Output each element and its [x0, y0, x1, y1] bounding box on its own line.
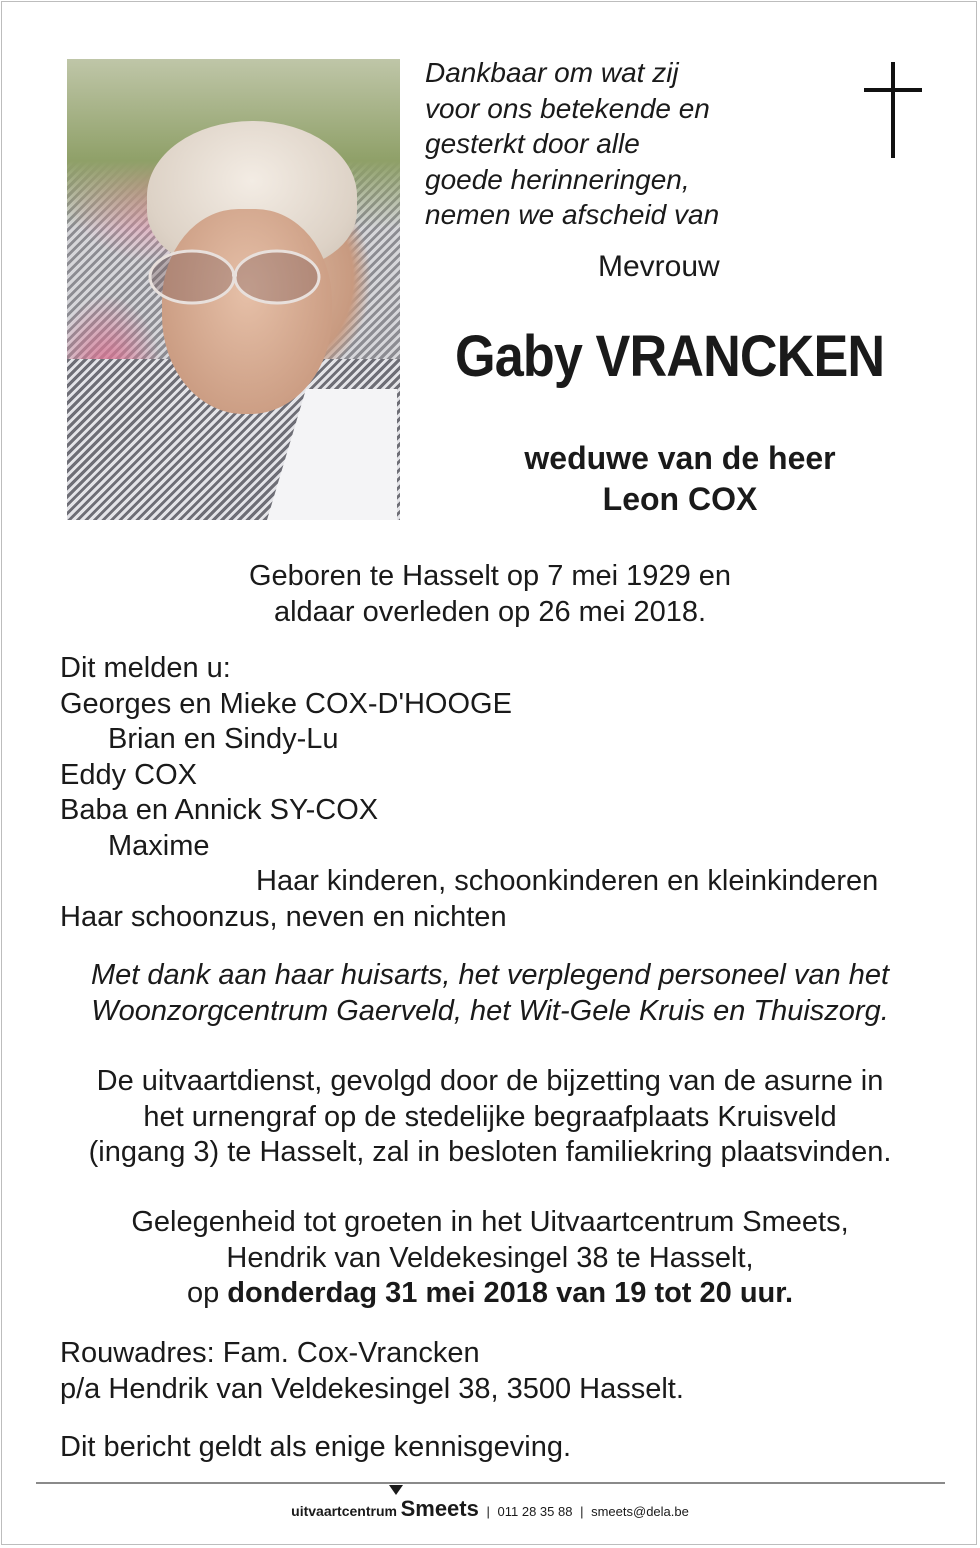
- family-member: Maxime: [108, 829, 210, 862]
- portrait-photo: [67, 59, 400, 520]
- family-member: Baba en Annick SY-COX: [60, 794, 379, 826]
- visitation-time-bold: donderdag 31 mei 2018 van 19 tot 20 uur.: [227, 1277, 794, 1309]
- intro-line: voor ons betekende en: [425, 92, 710, 124]
- footer-brand-name: Smeets: [400, 1496, 479, 1521]
- funeral-line: het urnengraf op de stedelijke begraafplaats Kruisveld: [143, 1100, 837, 1133]
- visitation-line: Hendrik van Veldekesingel 38 te Hasselt,: [226, 1241, 754, 1274]
- family-announcement: [60, 651, 940, 935]
- address-line: Rouwadres: Fam. Cox-Vrancken: [60, 1337, 480, 1369]
- footer-separator: |: [486, 1504, 490, 1519]
- deceased-name: Gaby VRANCKEN: [455, 324, 885, 389]
- thanks-line: Woonzorgcentrum Gaerveld, het Wit-Gele Kruis en Thuiszorg.: [91, 994, 889, 1027]
- footer-brand: [401, 1496, 479, 1521]
- logo-triangle-icon: [389, 1485, 403, 1495]
- spouse-name: Leon COX: [602, 481, 758, 517]
- visitation-time: [30, 1276, 950, 1312]
- footer-phone: 011 28 35 88: [497, 1504, 573, 1519]
- children-line: Haar kinderen, schoonkinderen en kleinkinderen: [256, 865, 879, 897]
- funeral-line: (ingang 3) te Hasselt, zal in besloten familiekring plaatsvinden.: [88, 1136, 892, 1168]
- intro-line: gesterkt door alle: [425, 128, 640, 159]
- family-member: Brian en Sindy-Lu: [108, 723, 339, 755]
- footer-brand-prefix: uitvaartcentrum: [291, 1503, 397, 1519]
- thanks-line: Met dank aan haar huisarts, het verplegend personeel van het: [90, 959, 890, 991]
- notice-line: Dit bericht geldt als enige kennisgeving.: [60, 1431, 572, 1463]
- widow-line: weduwe van de heer: [524, 440, 836, 476]
- relatives-line: Haar schoonzus, neven en nichten: [60, 900, 507, 933]
- announce-intro: Dit melden u:: [60, 652, 231, 684]
- widow-of: [430, 438, 930, 520]
- thanks-note: [30, 958, 950, 1029]
- visitation-line: Gelegenheid tot groeten in het Uitvaartcentrum Smeets,: [131, 1206, 849, 1238]
- intro-line: nemen we afscheid van: [425, 199, 720, 230]
- intro-line: Dankbaar om wat zij: [425, 57, 679, 88]
- address-line: p/a Hendrik van Veldekesingel 38, 3500 Hasselt.: [60, 1372, 684, 1405]
- intro-verse: [425, 55, 785, 233]
- family-member: Eddy COX: [60, 758, 197, 791]
- family-member: Georges en Mieke COX-D'HOOGE: [60, 687, 512, 720]
- visitation-time-prefix: op: [186, 1277, 228, 1309]
- footer-separator: |: [580, 1504, 584, 1519]
- cross-icon: [864, 62, 922, 158]
- birth-death-info: [30, 559, 950, 630]
- visitation-info: [30, 1205, 950, 1312]
- funeral-info: [30, 1064, 950, 1171]
- funeral-line: De uitvaartdienst, gevolgd door de bijzetting van de asurne in: [96, 1065, 884, 1097]
- intro-line: goede herinneringen,: [425, 163, 690, 195]
- salutation: Mevrouw: [598, 250, 720, 283]
- footer: [0, 1496, 980, 1522]
- mourning-address: [60, 1336, 684, 1407]
- born-line: Geboren te Hasselt op 7 mei 1929 en: [248, 560, 732, 592]
- died-line: aldaar overleden op 26 mei 2018.: [273, 595, 707, 628]
- footer-email: smeets@dela.be: [591, 1504, 689, 1519]
- footer-divider: [36, 1482, 945, 1484]
